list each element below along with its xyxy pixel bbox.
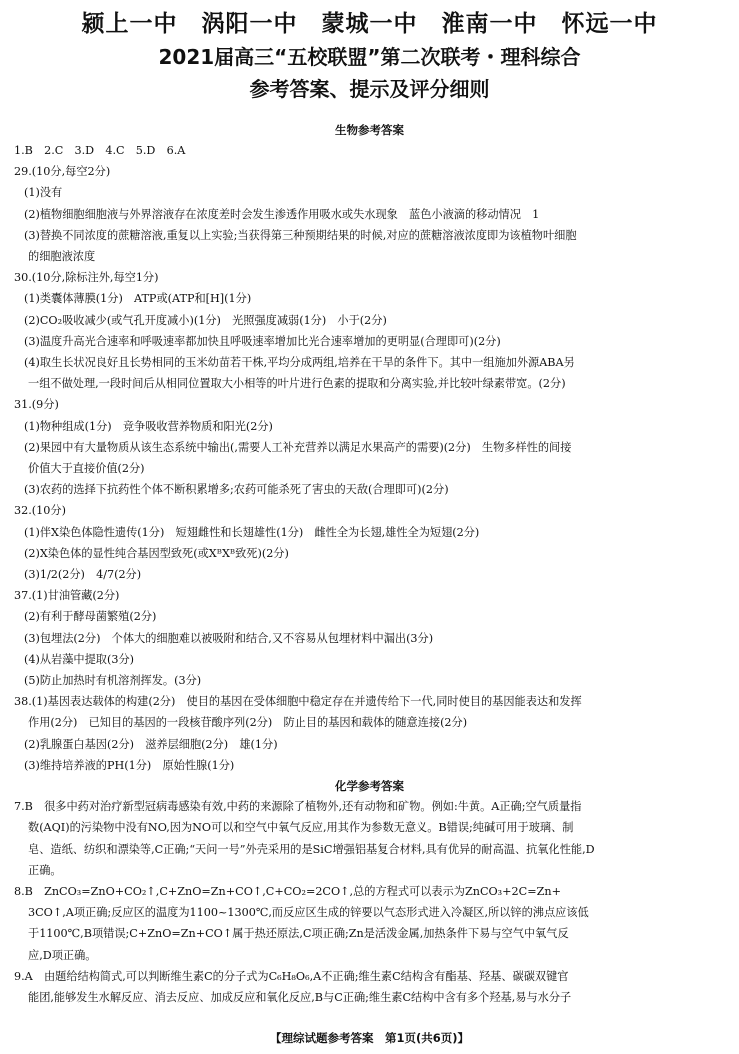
answer-line: (2)乳腺蛋白基因(2分) 滋养层细胞(2分) 雄(1分) (24, 737, 278, 751)
answer-line: (3)农药的选择下抗药性个体不断积累增多;农药可能杀死了害虫的天敌(合理即可)(2分) (24, 483, 449, 497)
answer-line: 作用(2分) 已知目的基因的一段核苷酸序列(2分) 防止目的基因和载体的随意连接(2分) (28, 716, 468, 730)
answer-line: 3CO↑,A项正确;反应区的温度为1100~1300℃,而反应区生成的锌要以气态形式进入冷凝区,所以锌的沸点应该低 (28, 906, 589, 920)
answer-line: 37.(1)甘油管藏(2分) (14, 589, 120, 603)
answer-line: (1)伴X染色体隐性遗传(1分) 短翅雌性和长翅雄性(1分) 雌性全为长翅,雄性全为短翅(2分) (24, 525, 480, 539)
answer-line: 正确。 (28, 863, 62, 877)
answer-line: (1)没有 (24, 186, 63, 200)
page-footer: 【理综试题参考答案 第1页(共6页)】 (269, 1031, 469, 1045)
answer-line: (4)从岩藻中提取(3分) (24, 652, 135, 666)
answer-line: (1)类囊体薄膜(1分) ATP或(ATP和[H](1分) (24, 292, 252, 306)
answer-line: (2)果园中有大量物质从该生态系统中输出(,需要人工补充营养以满足水果高产的需要)(2分) 生物多样性的间接 (24, 440, 572, 454)
answer-line: 29.(10分,每空2分) (14, 165, 111, 179)
answer-line: (3)包埋法(2分) 个体大的细胞难以被吸附和结合,又不容易从包埋材料中漏出(3分) (24, 631, 434, 645)
exam-title: 2021届高三“五校联盟”第二次联考・理科综合 (158, 45, 581, 69)
chemistry-heading: 化学参考答案 (335, 779, 404, 794)
document-title: 参考答案、提示及评分细则 (249, 77, 490, 101)
answer-line: 能团,能够发生水解反应、消去反应、加成反应和氧化反应,B与C正确;维生素C结构中含有多个羟基,易与水分子 (28, 990, 572, 1004)
answer-line: 31.(9分) (14, 398, 59, 412)
answer-line: (2)植物细胞细胞液与外界溶液存在浓度差时会发生渗透作用吸水或失水现象 蓝色小液滴的移动情况 1 (24, 207, 540, 221)
answer-line: 8.B ZnCO₃=ZnO+CO₂↑,C+ZnO=Zn+CO↑,C+CO₂=2CO↑,总的方程式可以表示为ZnCO₃+2C=Zn+ (14, 884, 561, 898)
answer-line: 30.(10分,除标注外,每空1分) (14, 271, 159, 285)
answer-line: (5)防止加热时有机溶剂挥发。(3分) (24, 674, 202, 688)
biology-section (14, 120, 725, 776)
answer-line: 数(AQI)的污染物中没有NO,因为NO可以和空气中氧气反应,用其作为参数无意义。B错误;纯碱可用于玻璃、制 (28, 821, 574, 835)
answer-line: (2)CO₂吸收减少(或气孔开度减小)(1分) 光照强度减弱(1分) 小于(2分) (24, 313, 387, 327)
answer-line: 的细胞液浓度 (28, 250, 96, 264)
answer-line: (1)物种组成(1分) 竞争吸收营养物质和阳光(2分) (24, 419, 273, 433)
answer-line: 价值大于直接价值(2分) (28, 462, 145, 476)
answer-line: 32.(10分) (14, 504, 66, 518)
answer-line: (3)替换不同浓度的蔗糖溶液,重复以上实验;当获得第三种预期结果的时候,对应的蔗糖溶液浓度即为该植物叶细胞 (24, 228, 577, 242)
answer-line: (3)温度升高光合速率和呼吸速率都加快且呼吸速率增加比光合速率增加的更明显(合理即可)(2分) (24, 334, 501, 348)
answer-line: (3)1/2(2分) 4/7(2分) (24, 568, 142, 582)
document-header (14, 6, 725, 106)
chemistry-section (14, 776, 725, 1008)
answer-line: 9.A 由题给结构简式,可以判断维生素C的分子式为C₆H₈O₆,A不正确;维生素C结构含有酯基、羟基、碳碳双键官 (14, 969, 569, 983)
answer-line: (2)有利于酵母菌繁殖(2分) (24, 610, 157, 624)
schools-line: 颍上一中 涡阳一中 蒙城一中 淮南一中 怀远一中 (81, 11, 658, 37)
answer-line: (3)维持培养液的PH(1分) 原始性腺(1分) (24, 758, 235, 772)
answer-line: 应,D项正确。 (28, 948, 97, 962)
answer-line: 1.B 2.C 3.D 4.C 5.D 6.A (14, 144, 186, 157)
biology-heading: 生物参考答案 (335, 123, 404, 137)
answer-line: (2)X染色体的显性纯合基因型致死(或XᴮXᴮ致死)(2分) (24, 546, 289, 560)
answer-line: (4)取生长状况良好且长势相同的玉米幼苗若干株,平均分成两组,培养在干旱的条件下。其中一组施加外源ABA另 (24, 356, 575, 370)
answer-line: 38.(1)基因表达载体的构建(2分) 使目的基因在受体细胞中稳定存在并遗传给下一代,同时使目的基因能表达和发挥 (14, 695, 582, 709)
answer-line: 于1100℃,B项错误;C+ZnO=Zn+CO↑属于热还原法,C项正确;Zn是活泼金属,加热条件下易与空气中氧气反 (28, 927, 569, 941)
answer-line: 7.B 很多中药对治疗新型冠病毒感染有效,中药的来源除了植物外,还有动物和矿物。例如:牛黄。A正确;空气质量指 (14, 800, 582, 814)
answer-line: 一组不做处理,一段时间后从相同位置取大小相等的叶片进行色素的提取和分离实验,并比较叶绿素带宽。(2分) (28, 377, 566, 391)
answer-line: 皂、造纸、纺织和漂染等,C正确;“天问一号”外壳采用的是SiC增强铝基复合材料,具有优异的耐高温、抗氧化性能,D (28, 842, 595, 856)
